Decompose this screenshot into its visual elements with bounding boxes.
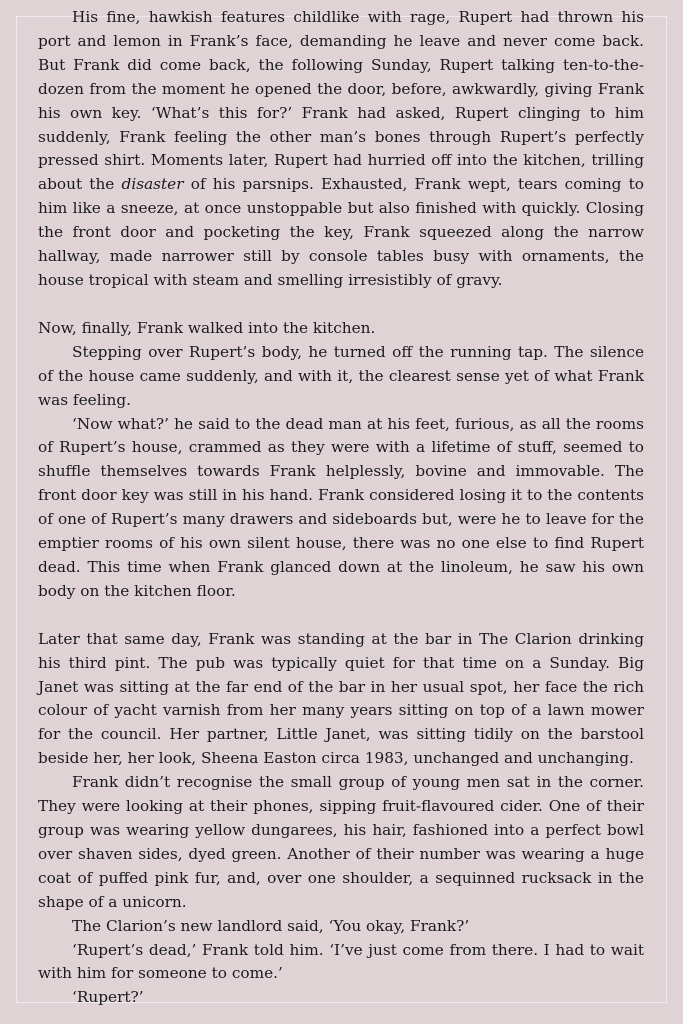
paragraph-text: His fine, hawkish features childlike with rage, Rupert had thrown his port and lemon in Frank’s face, demanding he leave and never come back. But Frank did come back, the following Sunday, Rupert talking ten-to-the-dozen from the moment he opened the door, before, awkwardly, giving Frank his own key. ‘What’s this for?’ Frank had asked, Rupert clinging to him suddenly, Frank feeling the other man’s bones through Rupert’s perfectly pressed shirt. Moments later, Rupert had hurried off into the kitchen, trilling about the — [38, 8, 644, 194]
paragraph — [38, 341, 644, 413]
paragraph-text: Now, finally, Frank walked into the kitchen. — [38, 318, 376, 337]
paragraph-text: The Clarion’s new landlord said, ‘You okay, Frank?’ — [72, 916, 470, 935]
paragraph-text: Stepping over Rupert’s body, he turned off the running tap. The silence of the house came suddenly, and with it, the clearest sense yet of what Frank was feeling. — [38, 342, 644, 409]
paragraph — [38, 771, 644, 914]
paragraph-text: ‘Rupert?’ — [72, 988, 144, 1007]
story-text — [38, 6, 644, 1010]
paragraph — [38, 986, 644, 1010]
paragraph — [38, 317, 644, 341]
paragraph — [38, 6, 644, 293]
paragraph — [38, 628, 644, 771]
paragraph — [38, 413, 644, 604]
paragraph-text: Frank didn’t recognise the small group of young men sat in the corner. They were looking at their phones, sipping fruit-flavoured cider. One of their group was wearing yellow dungarees, his hair, fashioned into a perfect bowl over shaven sides, dyed green. Another of their number was wearing a huge coat of puffed pink fur, and, over one shoulder, a sequinned rucksack in the shape of a unicorn. — [38, 773, 644, 911]
paragraph-text: ‘Now what?’ he said to the dead man at his feet, furious, as all the rooms of Rupert’s house, crammed as they were with a lifetime of stuff, seemed to shuffle themselves towards Frank helplessly, bovine and immovable. The front door key was still in his hand. Frank considered losing it to the contents of one of Rupert’s many drawers and sideboards but, were he to leave for the emptier rooms of his own silent house, there was no one else to find Rupert dead. This time when Frank glanced down at the linoleum, he saw his own body on the kitchen floor. — [38, 414, 644, 600]
paragraph — [38, 915, 644, 939]
paragraph-text: ‘Rupert’s dead,’ Frank told him. ‘I’ve just come from there. I had to wait with him for someone to come.’ — [38, 940, 644, 983]
paragraph-text: Later that same day, Frank was standing at the bar in The Clarion drinking his third pint. The pub was typically quiet for that time on a Sunday. Big Janet was sitting at the far end of the bar in her usual spot, her face the rich colour of yacht varnish from her many years sitting on top of a lawn mower for the council. Her partner, Little Janet, was sitting tidily on the barstool beside her, her look, Sheena Easton circa 1983, unchanged and unchanging. — [38, 629, 644, 768]
paragraph — [38, 939, 644, 987]
paragraph-text: of his parsnips. Exhausted, Frank wept, tears coming to him like a sneeze, at once unstoppable but also finished with quickly. Closing the front door and pocketing the key, Frank squeezed along the narrow hallway, made narrower still by console tables busy with ornaments, the house tropical with steam and smelling irresistibly of gravy. — [38, 175, 644, 289]
emphasis-text: disaster — [121, 175, 184, 194]
